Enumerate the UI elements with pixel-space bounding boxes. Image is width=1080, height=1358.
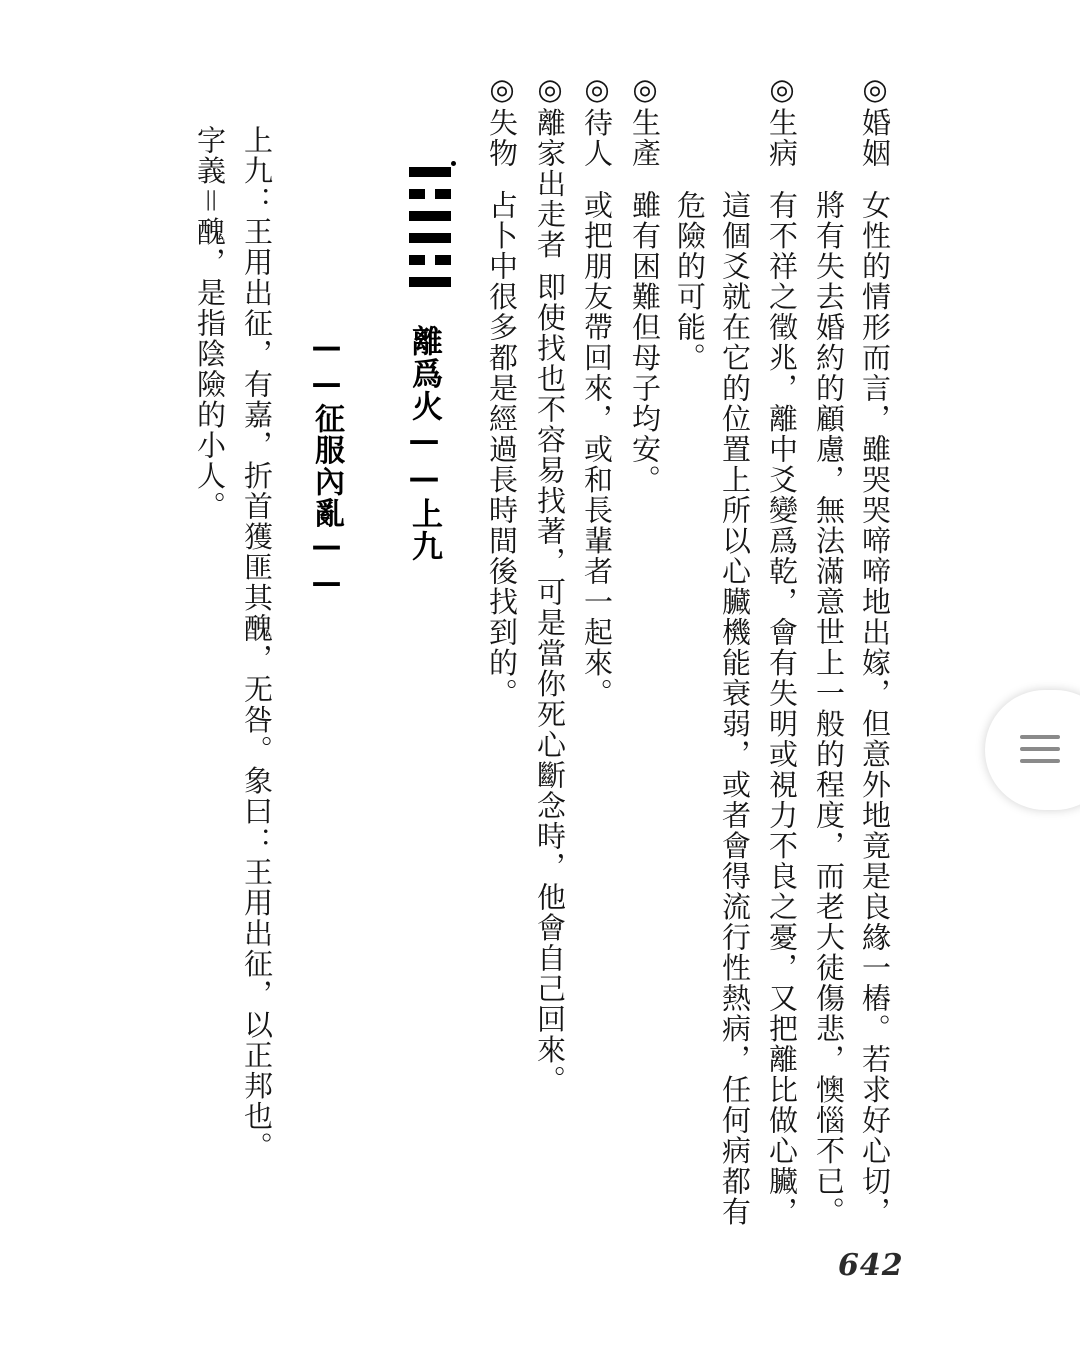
illness-text-3: 危險的可能。 [673,190,707,373]
hexagram-top-marker [451,161,456,166]
birth-text: 雖有困難但母子均安。 [628,190,662,495]
runaway-text: 即使找也不容易找著，可是當你死心斷念時，他會自己回來。 [533,272,567,1096]
waiting-text: 或把朋友帶回來，或和長輩者一起來。 [580,190,614,709]
illness-text-1: 有不祥之徵兆，離中爻變爲乾，會有失明或視力不良之憂，又把離比做心臟， [765,190,799,1227]
lost-text: 占卜中很多都是經過長時間後找到的。 [485,190,519,709]
verse-meaning: 字義＝醜，是指陰險的小人。 [193,125,227,522]
section-title: 離爲火——上九 [406,325,442,563]
birth-heading: ◎生產 [628,72,662,169]
verse-text: 上九：王用出征，有嘉，折首獲匪其醜，无咎。象曰：王用出征，以正邦也。 [240,125,274,1162]
lost-heading: ◎失物 [485,72,519,169]
runaway-heading: ◎離家出走者 [533,72,567,260]
waiting-heading: ◎待人 [580,72,614,169]
illness-text-2: 這個爻就在它的位置上所以心臟機能衰弱，或者會得流行性熱病，任何病都有 [718,190,752,1227]
marriage-heading: ◎婚姻 [858,72,892,169]
illness-heading: ◎生病 [765,72,799,169]
hexagram-li-icon [403,155,451,293]
page-number: 642 [838,1248,904,1283]
menu-button[interactable] [985,690,1080,810]
marriage-text-2: 將有失去婚約的顧慮，無法滿意世上一般的程度，而老大徒傷悲，懊惱不已。 [812,190,846,1227]
section-subtitle: ——征服內亂—— [309,330,344,602]
marriage-text-1: 女性的情形而言，雖哭哭啼啼地出嫁，但意外地竟是良緣一樁。若求好心切， [858,190,892,1227]
